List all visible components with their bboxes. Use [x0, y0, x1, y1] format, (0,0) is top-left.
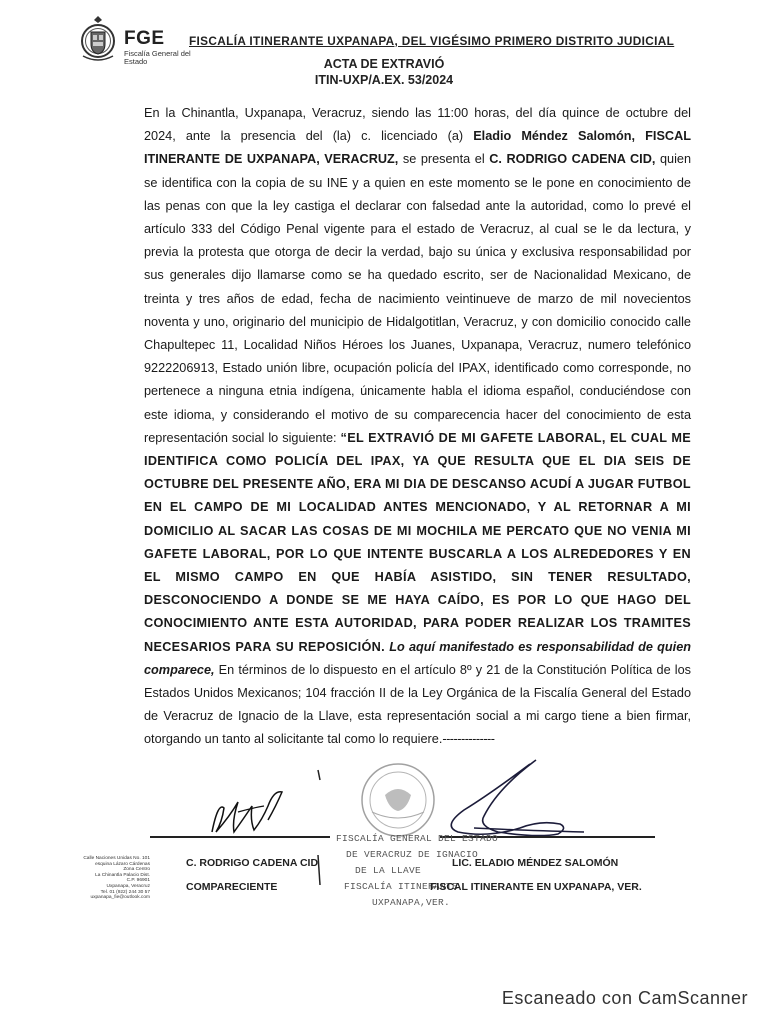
official-seal [362, 764, 434, 836]
appearing-signer-name: C. RODRIGO CADENA CID [186, 857, 319, 869]
address-line: esquina Lázaro Cárdenas [95, 861, 150, 867]
seal-text-4: FISCALÍA ITINERANTE [344, 881, 459, 892]
document-title: ACTA DE EXTRAVIÓ [323, 57, 445, 71]
appearing-name: C. RODRIGO CADENA CID, [489, 152, 656, 167]
official-signer-role: FISCAL ITINERANTE EN UXPANAPA, VER. [430, 881, 642, 893]
address-line: uxpanapa_fie@outlook.com [90, 895, 150, 901]
file-number: ITIN-UXP/A.EX. 53/2024 [314, 73, 454, 87]
address-line: Tel. 01 (922) 244 30 57 [100, 889, 150, 895]
official-signer-name: LIC. ELADIO MÉNDEZ SALOMÓN [452, 857, 619, 869]
seal-text-2: DE VERACRUZ DE IGNACIO [346, 849, 479, 860]
closing-dashes: -------------- [442, 732, 495, 747]
declaration-text: “EL EXTRAVIÓ DE MI GAFETE LABORAL, EL CUAL ME IDENTIFICA COMO POLICÍA DEL IPAX, YA QUE RESULTA QUE EL DIA SEIS DE OCTUBRE DEL PRESENTE AÑO, ERA MI DIA DE DESCANSO ACUDÍ A JUGAR FUTBOL EN EL CAMPO DE MI LOCALIDAD ANTES MENCIONADO, Y AL RETORNAR A MI DOMICILIO AL SACAR LAS COSAS DE MI MOCHILA ME PERCATO QUE NO VENIA MI GAFETE LABORAL, POR LO QUE INTENTE BUSCARLA A LOS ALREDEDORES Y EN EL MISMO CAMPO EN QUE HABÍA ASISTIDO, SIN TENER RESULTADO, DESCONOCIENDO A DONDE SE ME HAYA CAÍDO, ES POR LO QUE HAGO DEL CONOCIMIENTO ANTE ESTA AUTORIDAD, PARA PODER REALIZAR LOS TRAMITES NECESARIOS PARA SU REPOSICIÓN. [144, 430, 691, 654]
appearing-signer-role: COMPARECIENTE [186, 881, 278, 893]
address-line: Calle Naciones Unidas No. 101 [83, 856, 150, 861]
body-intro: En la Chinantla, Uxpanapa, Veracruz, siendo las 11:00 horas, del día quince de octubre del 2024, ante la presencia del (la) c. licenciado (a) [144, 106, 691, 144]
scanner-watermark: Escaneado con CamScanner [501, 988, 748, 1008]
official-name: Eladio Méndez Salomón, FISCAL ITINERANTE DE UXPANAPA, VERACRUZ, [144, 129, 691, 167]
address-line: La Chinantla Palacio Dist. [95, 872, 150, 878]
left-signature-line [150, 836, 330, 838]
address-line: Uxpanapa, Veracruz [106, 883, 150, 889]
seal-text-3: DE LA LLAVE [355, 865, 422, 876]
address-line: C.P. 96901 [126, 878, 150, 884]
org-abbr: FGE [124, 28, 165, 49]
responsibility-note: Lo aquí manifestado es responsabilidad de quien comparece, [144, 639, 691, 677]
body-connector: se presenta el [398, 152, 490, 167]
seal-text-1: FISCALÍA GENERAL DEL ESTADO [336, 833, 499, 844]
legal-basis: En términos de lo dispuesto en el artículo 8º y 21 de la Constitución Política de los Estados Unidos Mexicanos; 104 fracción II de la Ley Orgánica de la Fiscalía General del Estado de Veracruz de Ignacio de la Llave, esta representación social a mi cargo tiene a bien firmar, otorgando un tanto al solicitante tal como lo requiere. [144, 662, 691, 747]
body-main: quien se identifica con la copia de su INE y a quien en este momento se le pone en conocimiento de las penas con que la ley castiga el declarar con falsedad ante la autoridad, como lo prevé el artículo 333 del Código Penal vigente para el estado de Veracruz, al cual se le da lectura, y previa la protesta que otorga de decir la verdad, bajo su única y exclusiva responsabilidad por sus generales dijo llamarse como se ha quedado escrito, ser de Nacionalidad Mexicano, de treinta y tres años de edad, fecha de nacimiento veintinueve de marzo de mil novecientos noventa y uno, originario del municipio de Hidalgotitlan, Veracruz, y con domicilio conocido calle Chapultepec 11, Localidad Niños Héroes los Juanes, Uxpanapa, Veracruz, numero telefónico 9222206913, Estado unión libre, ocupación policía del IPAX, identificado como corresponde, no pertenece a ninguna etnia indígena, únicamente habla el idioma español, conduciéndose con este idioma, y considerando el motivo de su comparecencia hacer del conocimiento de esta representación social lo siguiente: [144, 152, 691, 445]
office-header: FISCALÍA ITINERANTE UXPANAPA, DEL VIGÉSIMO PRIMERO DISTRITO JUDICIAL [189, 34, 675, 48]
right-signature [451, 760, 563, 836]
left-signature [212, 792, 282, 832]
org-full-name: Fiscalía General del Estado [124, 49, 191, 66]
office-address [72, 856, 150, 901]
seal-text-5: UXPANAPA,VER. [372, 897, 451, 908]
address-line: Zona Centro [123, 867, 150, 873]
